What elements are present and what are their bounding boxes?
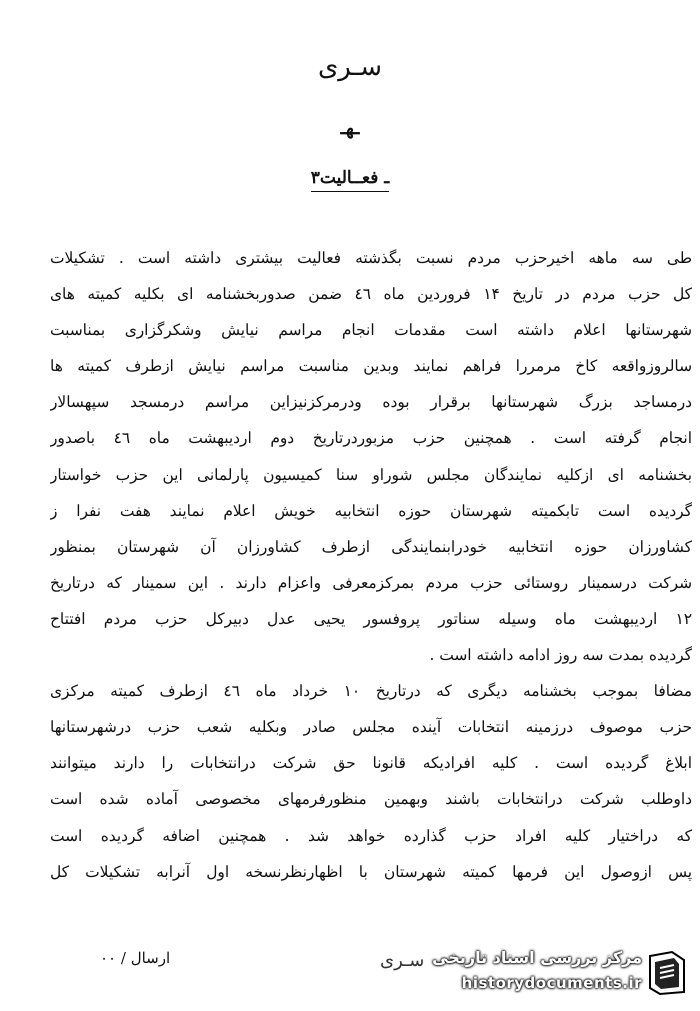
body-line: درمساجد بزرگ شهرستانها برقرار بوده ودرمرکزنیزاین مراسم درمسجد سپهسالار [50,393,692,412]
classification-footer: سـرى [380,950,425,971]
body-line: شرکت درسمینار روستائی حزب مردم بمرکزمعرفی واعزام دارند . این سمینار که درتاریخ [50,573,692,592]
body-line: کل حزب مردم در تاریخ ۱۴ فروردین ماه ٤٦ ضمن صدوربخشنامه ای بکلیه کمیته های [50,285,692,304]
body-line: که دراختیار کلیه افراد حزب گذارده خواهد شد . همچنین اضافه گردیده است [50,826,692,845]
body-line: گردیده بمدت سه روز ادامه داشته است . [429,646,692,665]
body-line: پس ازوصول این فرمها کمیته شهرستان با اظهارنظرنسخه اول آنرابه تشکیلات کل [50,862,692,881]
watermark-url: historydocuments.ir [461,974,642,992]
body-line: ابلاغ گردیده است . کلیه افرادیکه قانونا حق شرکت درانتخابات را دارند میتوانند [50,754,692,773]
body-line: سالروزواقعه کاخ مرمررا فراهم نمایند وبدین مناسبت مراسم نیایش ازطرف کمیته ها [50,357,692,376]
body-line: انجام گرفته است . همچنین حزب مزبوردرتاریخ دوم اردیبهشت ماه ٤٦ باصدور [50,429,692,448]
body-line: مضافا بموجب بخشنامه دیگری که درتاریخ ۱۰ خرداد ماه ٤٦ ازطرف کمیته مرکزی [50,682,692,701]
classification-header: سـرى [317,52,383,82]
body-line: حزب موصوف درزمینه انتخابات آینده مجلس صادر وبکلیه شعب حزب درشهرستانها [50,718,692,737]
body-line: بخشنامه ای ازکلیه نمایندگان مجلس شوراو سنا کمیسیون پارلمانی این حزب خواستار [50,465,692,484]
page-marker: ـهـ [340,118,360,139]
document-body [50,240,692,890]
body-line: داوطلب شرکت درانتخابات باشند وبهمین منظورفرمهای مخصوصی آماده شده است [50,790,692,809]
send-note: ارسال / ۰۰ [100,949,171,967]
watermark-title: مرکز بررسی اسناد تاریخی [432,948,642,967]
body-line: طی سه ماهه اخیرحزب مردم نسبت بگذشته فعالیت بیشتری داشته است . تشکیلات [50,249,692,267]
body-line: گردیده است تابکمیته شهرستان حوزه انتخابیه خویش اعلام نمایند هفت نفرا ز [50,501,692,520]
document-archive-logo-icon [646,950,688,996]
body-line: شهرستانها اعلام داشته است مقدمات انجام مراسم نیایش وشکرگزاری بمناسبت [50,321,692,340]
watermark [418,946,690,1002]
section-title-text: ۳ـ فعــالیت [311,168,390,192]
section-title [0,168,700,188]
body-line: ۱۲ اردیبهشت ماه وسیله سناتور پروفسور یحیی عدل دبیرکل حزب مردم افتتاح [50,609,692,628]
body-line: کشاورزان حوزه انتخابیه خودرابنمایندگی ازطرف کشاورزان آن شهرستان بمنظور [50,537,692,556]
